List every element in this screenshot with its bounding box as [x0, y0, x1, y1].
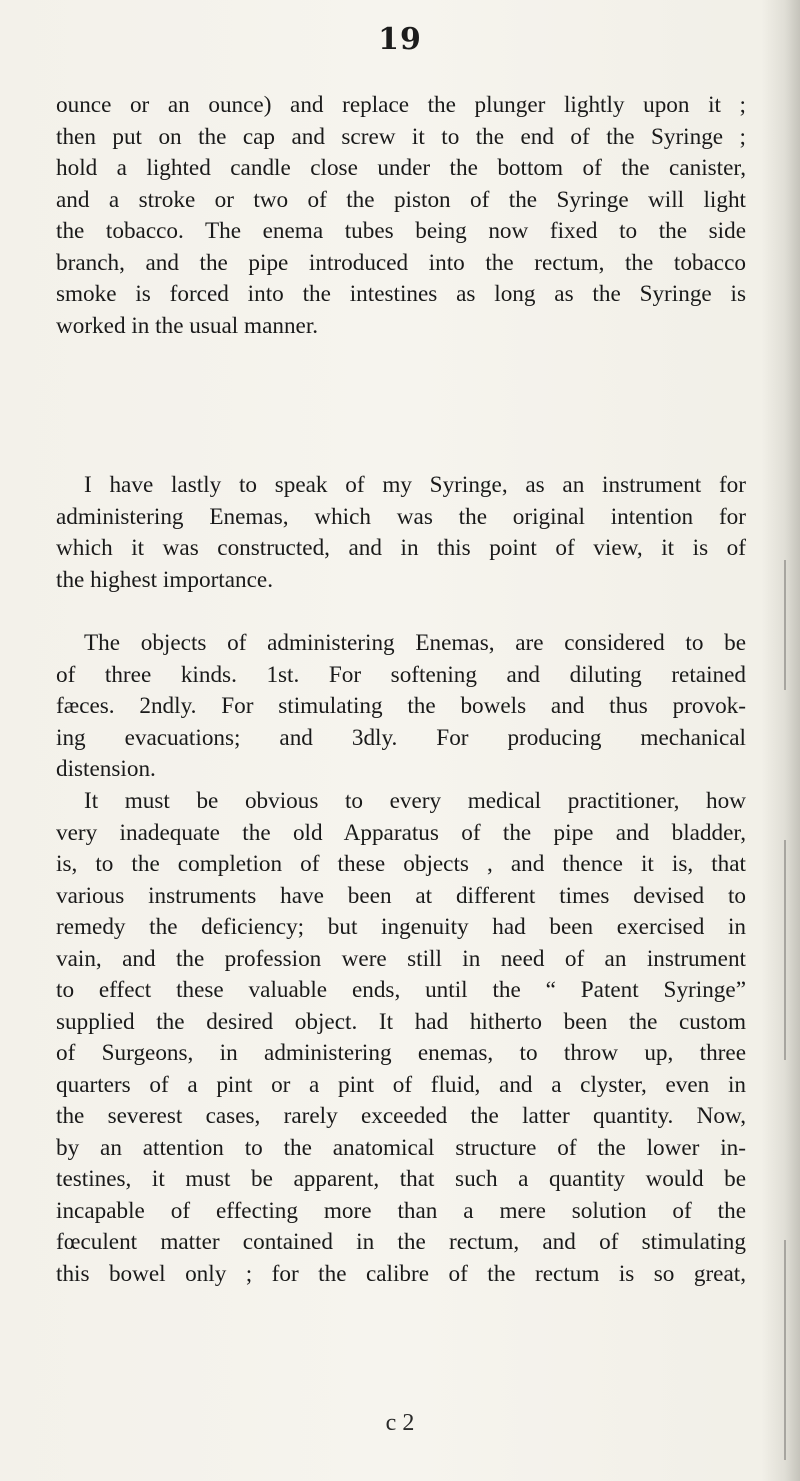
text-line: to effect these valuable ends, until the “ Patent Syringe”: [56, 977, 746, 1003]
text-line: very inadequate the old Apparatus of the pipe and bladder,: [56, 819, 746, 846]
paragraph-2: [56, 470, 746, 596]
text-line: incapable of effecting more than a mere solution of the: [56, 1197, 746, 1224]
text-line: this bowel only ; for the calibre of the rectum is so great,: [56, 1260, 746, 1287]
page-edge-mark: [784, 840, 786, 1060]
text-line: the tobacco. The enema tubes being now fixed to the side: [56, 218, 746, 244]
page-number: 19: [378, 22, 422, 57]
text-line: testines, it must be apparent, that such a quantity would be: [56, 1166, 746, 1192]
text-line: various instruments have been at different times devised to: [56, 882, 746, 909]
text-line: vain, and the profession were still in need of an instrument: [56, 945, 746, 972]
signature-mark: c 2: [385, 1410, 415, 1436]
text-line: quarters of a pint or a pint of fluid, and a clyster, even in: [56, 1071, 746, 1098]
text-line: remedy the deficiency; but ingenuity had been exercised in: [56, 914, 746, 940]
text-line: fœculent matter contained in the rectum, and of stimulating: [56, 1229, 746, 1255]
text-line: distension.: [56, 756, 156, 782]
page-edge-shadow: [762, 0, 800, 1481]
text-line: which it was constructed, and in this point of view, it is of: [56, 535, 746, 561]
paragraph-1: [56, 90, 746, 342]
text-line: administering Enemas, which was the original intention for: [56, 503, 746, 530]
paragraph-4: [56, 786, 746, 1290]
paragraph-3: [56, 628, 746, 786]
text-line: branch, and the pipe introduced into the rectum, the tobacco: [56, 249, 746, 276]
text-line: ounce or an ounce) and replace the plunger lightly upon it ;: [56, 92, 746, 118]
text-line: and a stroke or two of the piston of the Syringe will light: [56, 186, 746, 213]
text-line: is, to the completion of these objects , and thence it is, that: [56, 851, 746, 877]
text-line: fæces. 2ndly. For stimulating the bowels and thus provok-: [56, 693, 746, 719]
text-line: worked in the usual manner.: [56, 312, 319, 339]
text-line: hold a lighted candle close under the bottom of the canister,: [56, 155, 746, 181]
text-line: then put on the cap and screw it to the end of the Syringe ;: [56, 123, 746, 150]
text-line: of three kinds. 1st. For softening and diluting retained: [56, 661, 746, 688]
text-line: smoke is forced into the intestines as long as the Syringe is: [56, 281, 746, 307]
page-edge-mark: [784, 560, 786, 690]
text-line: It must be obvious to every medical practitioner, how: [84, 788, 746, 814]
text-line: the severest cases, rarely exceeded the latter quantity. Now,: [56, 1103, 746, 1129]
text-line: I have lastly to speak of my Syringe, as an instrument for: [84, 472, 746, 498]
text-line: the highest importance.: [56, 566, 273, 593]
text-line: supplied the desired object. It had hitherto been the custom: [56, 1008, 746, 1035]
text-line: The objects of administering Enemas, are considered to be: [84, 630, 746, 656]
text-line: ing evacuations; and 3dly. For producing mechanical: [56, 724, 746, 751]
text-line: of Surgeons, in administering enemas, to throw up, three: [56, 1040, 746, 1066]
text-line: by an attention to the anatomical structure of the lower in-: [56, 1134, 746, 1161]
